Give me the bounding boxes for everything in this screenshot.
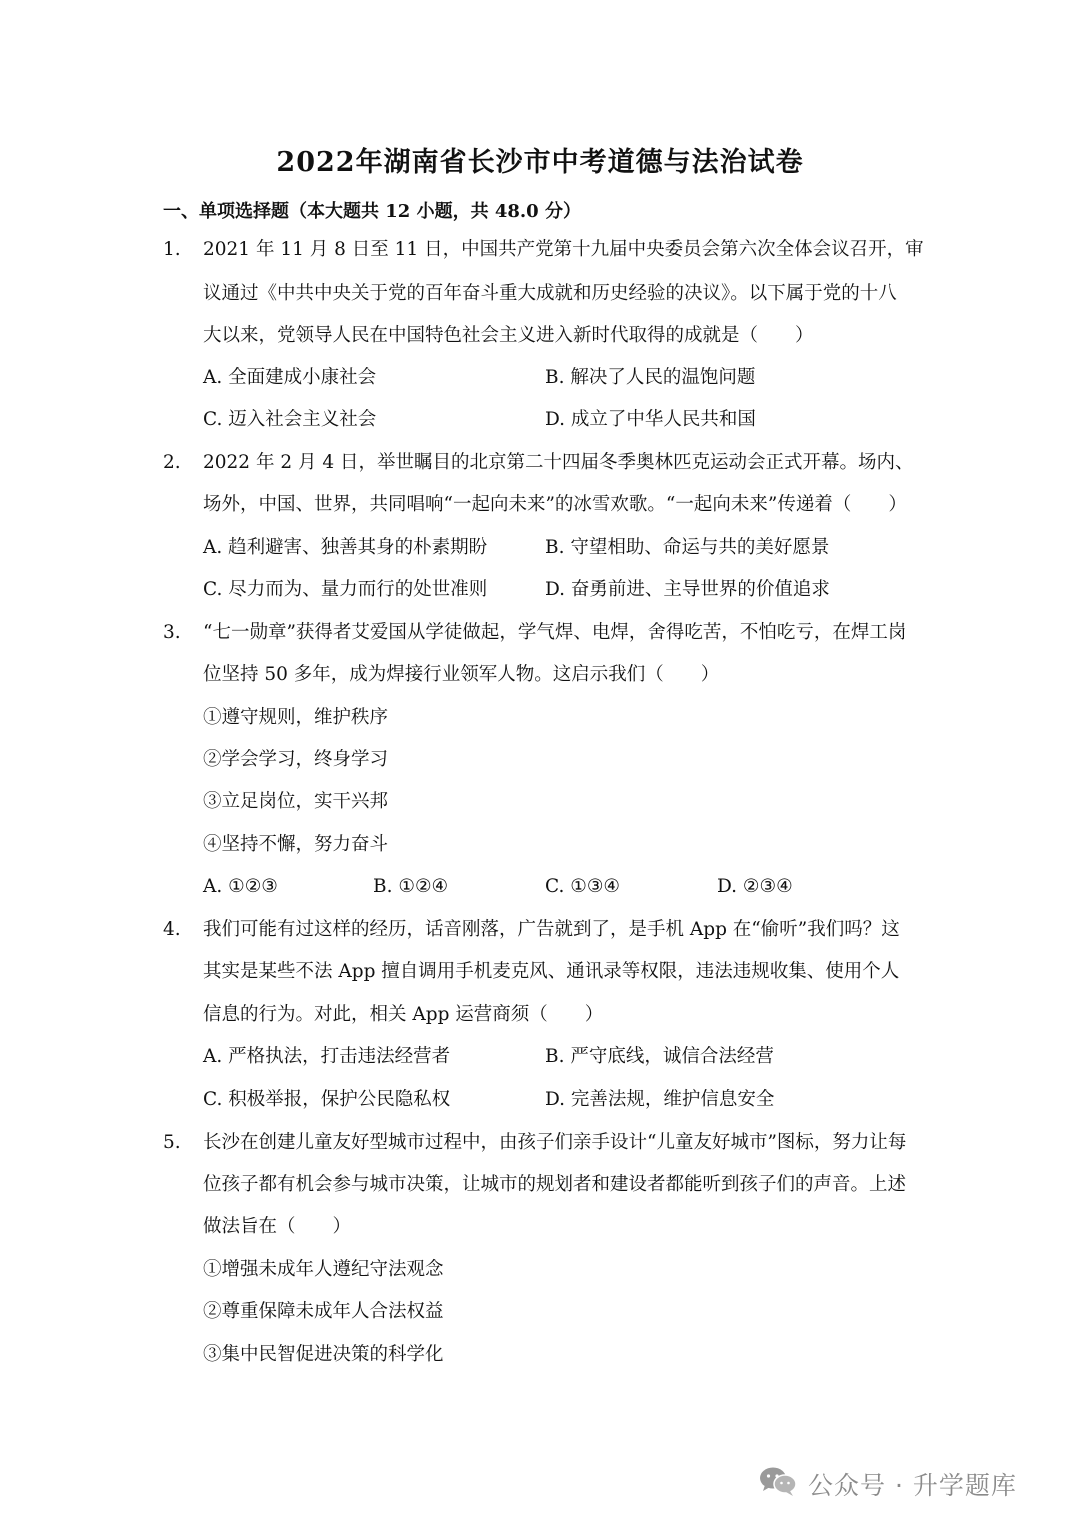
statement-item: ①遵守规则，维护秩序 bbox=[203, 707, 389, 728]
question-stem-line: 场外，中国、世界，共同唱响“一起向未来”的冰雪欢歌。“一起向未来”传递着（ ） bbox=[203, 494, 907, 515]
statement-item: ④坚持不懈，努力奋斗 bbox=[203, 834, 389, 855]
page-title: 2022年湖南省长沙市中考道德与法治试卷 bbox=[276, 147, 804, 178]
question-stem-line: 我们可能有过这样的经历，话音刚落，广告就到了，是手机 App 在“偷听”我们吗？这 bbox=[203, 919, 900, 940]
question-stem-line: 信息的行为。对此，相关 App 运营商须（ ） bbox=[203, 1004, 604, 1025]
statement-item: ②学会学习，终身学习 bbox=[203, 749, 389, 770]
section-heading: 一、单项选择题（本大题共 12 小题，共 48.0 分） bbox=[163, 201, 581, 222]
question-stem-line: 位坚持 50 多年，成为焊接行业领军人物。这启示我们（ ） bbox=[203, 664, 720, 685]
option-c: C. 积极举报，保护公民隐私权 bbox=[203, 1089, 451, 1110]
question-stem-line: 位孩子都有机会参与城市决策，让城市的规划者和建设者都能听到孩子们的声音。上述 bbox=[203, 1174, 907, 1195]
statement-item: ③立足岗位，实干兴邦 bbox=[203, 791, 389, 812]
option-a: A. 全面建成小康社会 bbox=[203, 367, 377, 388]
option-d: D. 完善法规，维护信息安全 bbox=[545, 1089, 775, 1110]
option-a: A. 趋利避害、独善其身的朴素期盼 bbox=[203, 537, 488, 558]
question-number: 3. bbox=[163, 622, 181, 643]
option-d: D. 奋勇前进、主导世界的价值追求 bbox=[545, 579, 830, 600]
question-stem-line: 大以来，党领导人民在中国特色社会主义进入新时代取得的成就是（ ） bbox=[203, 325, 814, 346]
option-c: C. 尽力而为、量力而行的处世准则 bbox=[203, 579, 488, 600]
option-b: B. 解决了人民的温饱问题 bbox=[545, 367, 756, 388]
question-stem-line: 2021 年 11 月 8 日至 11 日，中国共产党第十九届中央委员会第六次全体会议召开，审 bbox=[203, 239, 924, 260]
question-number: 5. bbox=[163, 1132, 181, 1153]
option-c: C. ①③④ bbox=[545, 876, 621, 897]
option-b: B. 守望相助、命运与共的美好愿景 bbox=[545, 537, 830, 558]
option-c: C. 迈入社会主义社会 bbox=[203, 409, 377, 430]
option-a: A. ①②③ bbox=[203, 876, 278, 897]
watermark bbox=[758, 1464, 1017, 1504]
question-stem-line: 其实是某些不法 App 擅自调用手机麦克风、通讯录等权限，违法违规收集、使用个人 bbox=[203, 961, 900, 982]
option-d: D. 成立了中华人民共和国 bbox=[545, 409, 756, 430]
question-stem-line: 2022 年 2 月 4 日，举世瞩目的北京第二十四届冬季奥林匹克运动会正式开幕。场内、 bbox=[203, 452, 914, 473]
statement-item: ③集中民智促进决策的科学化 bbox=[203, 1344, 444, 1365]
question-number: 1. bbox=[163, 239, 181, 260]
watermark-text: 公众号 · 升学题库 bbox=[808, 1471, 1017, 1500]
statement-item: ①增强未成年人遵纪守法观念 bbox=[203, 1259, 444, 1280]
option-b: B. ①②④ bbox=[373, 876, 449, 897]
question-number: 4. bbox=[163, 919, 181, 940]
statement-item: ②尊重保障未成年人合法权益 bbox=[203, 1301, 444, 1322]
option-d: D. ②③④ bbox=[717, 876, 793, 897]
option-b: B. 严守底线，诚信合法经营 bbox=[545, 1046, 774, 1067]
question-stem-line: 议通过《中共中央关于党的百年奋斗重大成就和历史经验的决议》。以下属于党的十八 bbox=[203, 283, 897, 304]
question-stem-line: “七一勋章”获得者艾爱国从学徒做起，学气焊、电焊，舍得吃苦，不怕吃亏，在焊工岗 bbox=[203, 622, 907, 643]
question-number: 2. bbox=[163, 452, 181, 473]
question-stem-line: 长沙在创建儿童友好型城市过程中，由孩子们亲手设计“儿童友好城市”图标，努力让每 bbox=[203, 1132, 907, 1153]
wechat-icon bbox=[758, 1465, 798, 1503]
question-stem-line: 做法旨在（ ） bbox=[203, 1216, 352, 1237]
option-a: A. 严格执法，打击违法经营者 bbox=[203, 1046, 451, 1067]
